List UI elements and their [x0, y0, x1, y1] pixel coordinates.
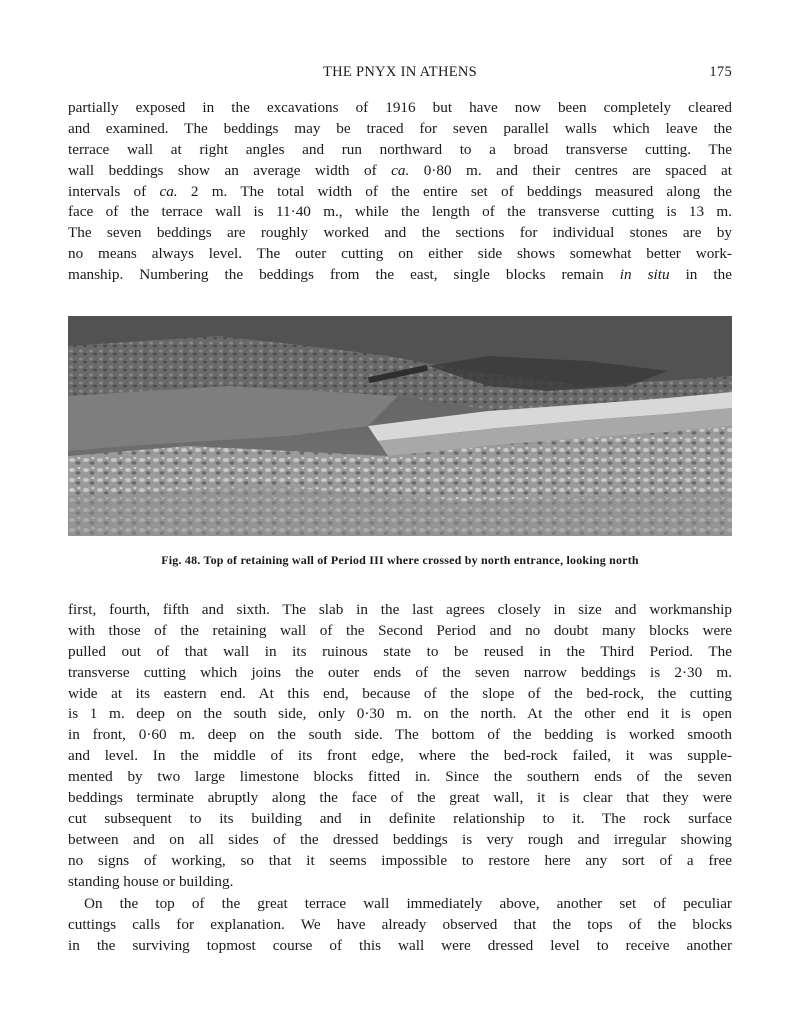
page-number: 175	[709, 64, 732, 80]
running-head	[68, 64, 732, 84]
text-line: is 1 m. deep on the south side, only 0·30 m. on the north. At the other end it is open	[68, 705, 732, 723]
text-line: with those of the retaining wall of the Second Period and no doubt many blocks were	[68, 621, 732, 639]
running-title: THE PNYX IN ATHENS	[322, 64, 478, 80]
text-line: cuttings calls for explanation. We have already observed that the tops of the blocks	[68, 915, 732, 933]
text-line: partially exposed in the excavations of 1916 but have now been completely cleared	[68, 99, 732, 116]
text-line: no signs of working, so that it seems impossible to restore here any sort of a free	[68, 851, 732, 869]
text-line: first, fourth, fifth and sixth. The slab in the last agrees closely in size and workmanship	[68, 601, 732, 618]
paragraph-2	[68, 600, 732, 892]
text-line: beddings terminate abruptly along the face of the great wall, it is clear that they were	[68, 789, 732, 807]
text-line: in the surviving topmost course of this wall were dressed level to receive another	[68, 936, 732, 954]
text-line: face of the terrace wall is 11·40 m., while the length of the transverse cutting is 13 m.	[68, 203, 732, 221]
text-line: pulled out of that wall in its ruinous state to be reused in the Third Period. The	[68, 642, 732, 660]
text-line: The seven beddings are roughly worked and the sections for individual stones are by	[68, 224, 732, 242]
text-line: cut subsequent to its building and in definite relationship to it. The rock surface	[68, 809, 732, 827]
text-line: transverse cutting which joins the outer ends of the seven narrow beddings is 2·30 m.	[68, 663, 732, 681]
figure-photograph	[68, 316, 732, 536]
text-line: and examined. The beddings may be traced for seven parallel walls which leave the	[68, 119, 732, 137]
text-line: terrace wall at right angles and run northward to a broad transverse cutting. The	[68, 140, 732, 158]
text-line: On the top of the great terrace wall immediately above, another set of peculiar	[84, 895, 732, 912]
text-line: and level. In the middle of its front edge, where the bed-rock failed, it was supple-	[68, 747, 732, 765]
text-line: mented by two large limestone blocks fitted in. Since the southern ends of the seven	[68, 768, 732, 786]
text-line: in front, 0·60 m. deep on the south side. The bottom of the bedding is worked smooth	[68, 726, 732, 744]
text-line: wall beddings show an average width of ca. 0·80 m. and their centres are spaced at	[68, 161, 733, 179]
paragraph-1	[68, 98, 732, 286]
paragraph-3	[68, 894, 732, 957]
figure-caption: Fig. 48. Top of retaining wall of Period III where crossed by north entrance, looking north	[161, 553, 639, 567]
text-line: intervals of ca. 2 m. The total width of the entire set of beddings measured along the	[68, 182, 732, 200]
text-line: between and on all sides of the dressed beddings is very rough and irregular showing	[68, 830, 732, 848]
text-line: standing house or building.	[68, 872, 234, 890]
text-line: no means always level. The outer cutting on either side shows somewhat better work-	[68, 245, 732, 263]
text-line: wide at its eastern end. At this end, because of the slope of the bed-rock, the cutting	[68, 684, 732, 702]
text-line: manship. Numbering the beddings from the east, single blocks remain in situ in the	[68, 266, 732, 284]
